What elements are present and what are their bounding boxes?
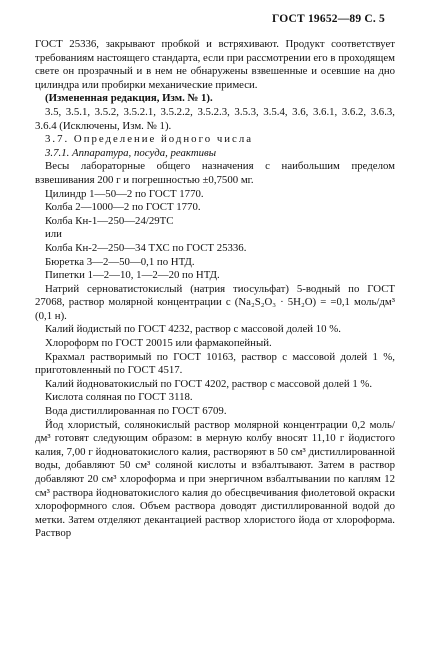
item-or: или: [45, 228, 62, 241]
page-header: ГОСТ 19652—89 С. 5: [272, 13, 385, 25]
section-heading-iodine-number: 3.7. Определение йодного числа: [45, 133, 254, 146]
item-potassium-iodate: Калий йодноватокислый по ГОСТ 4202, раствор с массовой долей 1 %.: [45, 377, 373, 390]
paragraph-iodine-chloride: Йод хлористый, солянокислый раствор молярной концентрации 0,2 моль/дм³ готовят следующим образом: в мерную колбу вносят 11,10 г йодистого калия, 7,00 г йодноватокислого калия, растворяют в 50 см³ дистиллированной воды, добавляют 50 см³ соляной кислоты и взбалтывают. Затем в раствор добавляют 20 см³ хлороформа и при энергичном взбалтывании по каплям 12 см³ раствора йодноватокислого калия до обесцвечивания фиолетовой окраски хлороформного слоя. Объем раствора доводят дистиллированной водой до метки. Затем отделяют декантацией раствор хлористого йода от хлороформа. Раствор: [35, 418, 395, 540]
document-body: [35, 38, 395, 541]
item-flask-3: Колба Кн-2—250—34 ТХС по ГОСТ 25336.: [45, 241, 247, 254]
item-burette: Бюретка 3—2—50—0,1 по НТД.: [45, 255, 195, 268]
subsection-equipment: 3.7.1. Аппаратура, посуда, реактивы: [45, 146, 217, 159]
item-potassium-iodide: Калий йодистый по ГОСТ 4232, раствор с массовой долей 10 %.: [45, 323, 341, 336]
item-cylinder: Цилиндр 1—50—2 по ГОСТ 1770.: [45, 187, 204, 200]
paragraph-sodium-thiosulfate: Натрий серноватистокислый (натрия тиосульфат) 5-водный по ГОСТ 27068, раствор молярной концентрации с (Na₂S₂O₃ · 5H₂O) = =0,1 моль/дм³ (0,1 н).: [35, 282, 395, 322]
item-flask-1: Колба 2—1000—2 по ГОСТ 1770.: [45, 201, 201, 214]
excluded-sections: 3.5, 3.5.1, 3.5.2, 3.5.2.1, 3.5.2.2, 3.5.2.3, 3.5.3, 3.5.4, 3.6, 3.6.1, 3.6.2, 3.6.3, 3.6.4 (Исключены, Изм. № 1).: [35, 105, 395, 132]
item-starch: Крахмал растворимый по ГОСТ 10163, раствор с массовой долей 1 %, приготовленный по ГОСТ 4517.: [35, 350, 395, 377]
item-chloroform: Хлороформ по ГОСТ 20015 или фармакопейный.: [45, 337, 272, 350]
amendment-note-1: (Измененная редакция, Изм. № 1).: [45, 92, 213, 105]
paragraph-scales: Весы лабораторные общего назначения с наибольшим пределом взвешивания 200 г и погрешностью ±0,7500 мг.: [35, 160, 395, 186]
item-hydrochloric-acid: Кислота соляная по ГОСТ 3118.: [45, 391, 193, 404]
item-pipettes: Пипетки 1—2—10, 1—2—20 по НТД.: [45, 269, 220, 282]
item-distilled-water: Вода дистиллированная по ГОСТ 6709.: [45, 405, 227, 418]
item-flask-2: Колба Кн-1—250—24/29ТС: [45, 214, 174, 227]
paragraph-product-check: ГОСТ 25336, закрывают пробкой и встряхивают. Продукт соответствует требованиям настоящего стандарта, если при рассмотрении его в проходящем свете он прозрачный и в нем не обнаружены взвешенные и осевшие на дно цилиндра или пробирки механические примеси.: [35, 38, 395, 91]
